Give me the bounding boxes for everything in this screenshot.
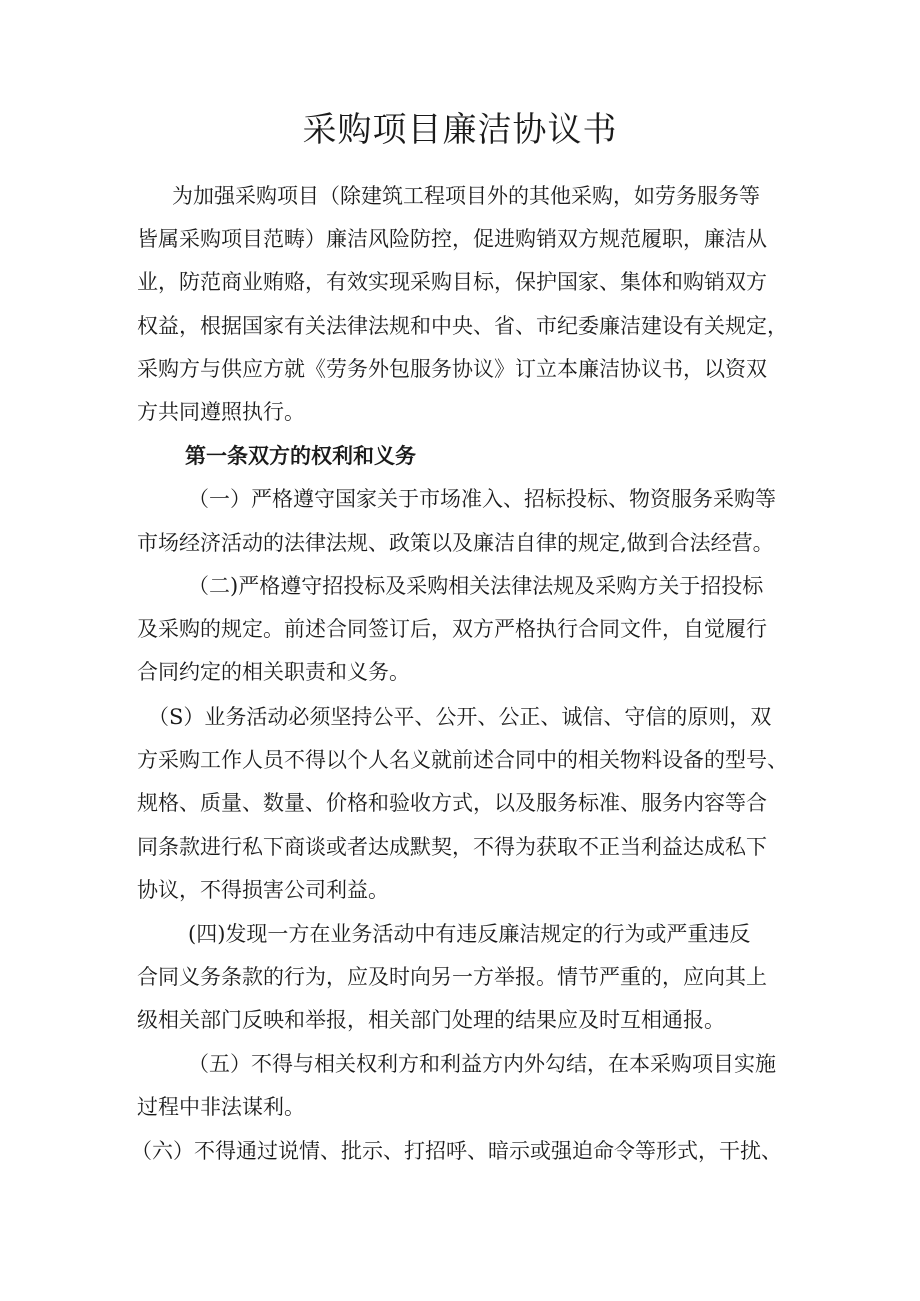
clause-3-line-1: （S）业务活动必须坚持公平、公开、公正、诚信、守信的原则，双: [148, 705, 772, 729]
clause-5-line-1: （五）不得与相关权利方和利益方内外勾结，在本采购项目实施: [188, 1052, 776, 1076]
preamble-line-6: 方共同遵照执行。: [137, 400, 305, 424]
clause-2-line-2: 及采购的规定。前述合同签订后，双方严格执行合同文件，自觉履行: [137, 617, 767, 641]
clause-5-line-2: 过程中非法谋利。: [137, 1095, 305, 1119]
clause-1-line-1: （一）严格遵守国家关于市场准入、招标投标、物资服务采购等: [188, 487, 776, 511]
clause-2-line-1: （二)严格遵守招投标及采购相关法律法规及采购方关于招投标: [188, 574, 764, 598]
preamble-line-4: 权益，根据国家有关法律法规和中央、省、市纪委廉洁建设有关规定，: [137, 314, 788, 338]
clause-4-line-1: (四)发现一方在业务活动中有违反廉洁规定的行为或严重违反: [188, 922, 751, 946]
clause-2-line-3: 合同约定的相关职责和义务。: [137, 660, 410, 684]
article-1-heading: 第一条双方的权利和义务: [185, 443, 416, 468]
clause-3-line-3: 规格、质量、数量、价格和验收方式，以及服务标准、服务内容等合: [137, 791, 767, 815]
document-title: 采购项目廉洁协议书: [302, 110, 618, 150]
preamble-line-2: 皆属采购项目范畴）廉洁风险防控，促进购销双方规范履职，廉洁从: [137, 227, 767, 251]
clause-4-line-3: 级相关部门反映和举报，相关部门处理的结果应及时互相通报。: [137, 1008, 725, 1032]
clause-3-line-5: 协议，不得损害公司利益。: [137, 878, 389, 902]
clause-3-line-2: 方采购工作人员不得以个人名义就前述合同中的相关物料设备的型号、: [137, 748, 788, 772]
clause-3-line-4: 同条款进行私下商谈或者达成默契，不得为获取不正当利益达成私下: [137, 835, 767, 859]
preamble-line-5: 采购方与供应方就《劳务外包服务协议》订立本廉洁协议书，以资双: [137, 357, 767, 381]
preamble-line-3: 业，防范商业贿赂，有效实现采购目标，保护国家、集体和购销双方: [137, 270, 767, 294]
clause-1-line-2: 市场经济活动的法律法规、政策以及廉洁自律的规定,做到合法经营。: [137, 531, 774, 555]
clause-6-line-1: （六）不得通过说情、批示、打招呼、暗示或强迫命令等形式，干扰、: [131, 1139, 782, 1163]
clause-4-line-2: 合同义务条款的行为，应及时向另一方举报。情节严重的，应向其上: [137, 965, 767, 989]
preamble-line-1: 为加强采购项目（除建筑工程项目外的其他采购，如劳务服务等: [172, 184, 760, 208]
